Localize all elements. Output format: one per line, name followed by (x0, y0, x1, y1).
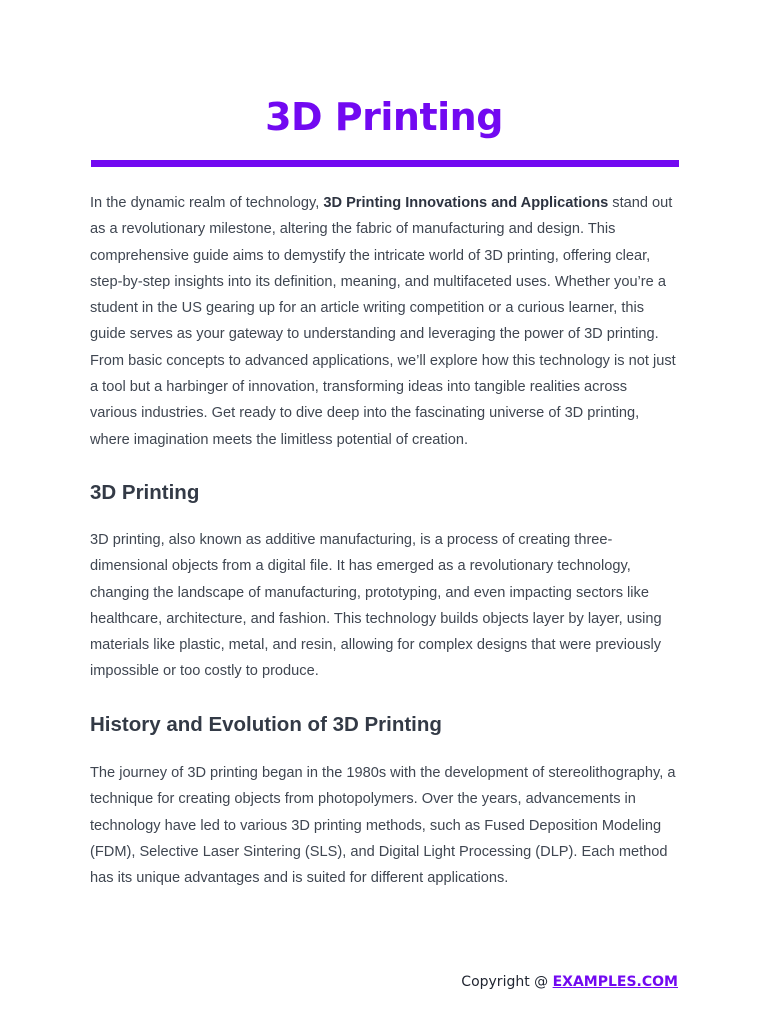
intro-bold-phrase: 3D Printing Innovations and Applications (323, 195, 609, 211)
copyright-footer (461, 970, 678, 994)
copyright-text: Copyright @ (461, 974, 553, 990)
intro-text-after: stand out as a revolutionary milestone, altering the fabric of manufacturing and design. This comprehensive guide aims to demystify the intricate world of 3D printing, offering clear, step-by-step insights into its definition, meaning, and multifaceted uses. Whether you’re a student in the US gearing up for an article writing competition or a curious learner, this guide serves as your gateway to understanding and leveraging the power of 3D printing. From basic concepts to advanced applications, we’ll explore how this technology is not just a tool but a harbinger of innovation, transforming ideas into tangible realities across various industries. Get ready to dive deep into the fascinating universe of 3D printing, where imagination meets the limitless potential of creation. (90, 195, 676, 448)
section-body-3d-printing: 3D printing, also known as additive manufacturing, is a process of creating three-dimensional objects from a digital file. It has emerged as a revolutionary technology, changing the landscape of manufacturing, prototyping, and even impacting sectors like healthcare, architecture, and fashion. This technology builds objects layer by layer, using materials like plastic, metal, and resin, allowing for complex designs that were previously impossible or too costly to produce. (90, 532, 662, 680)
examples-link[interactable]: EXAMPLES.COM (552, 974, 678, 990)
title-divider (91, 160, 679, 167)
intro-paragraph (90, 190, 678, 453)
section-heading-history: History and Evolution of 3D Printing (90, 713, 442, 736)
page-title: 3D Printing (265, 95, 503, 139)
document-page (90, 0, 678, 1024)
section-body-history: The journey of 3D printing began in the 1980s with the development of stereolithography, a technique for creating objects from photopolymers. Over the years, advancements in technology have led to various 3D printing methods, such as Fused Deposition Modeling (FDM), Selective Laser Sintering (SLS), and Digital Light Processing (DLP). Each method has its unique advantages and is suited for different applications. (90, 765, 676, 887)
intro-text-before: In the dynamic realm of technology, (90, 195, 324, 211)
section-heading-3d-printing: 3D Printing (90, 481, 200, 504)
